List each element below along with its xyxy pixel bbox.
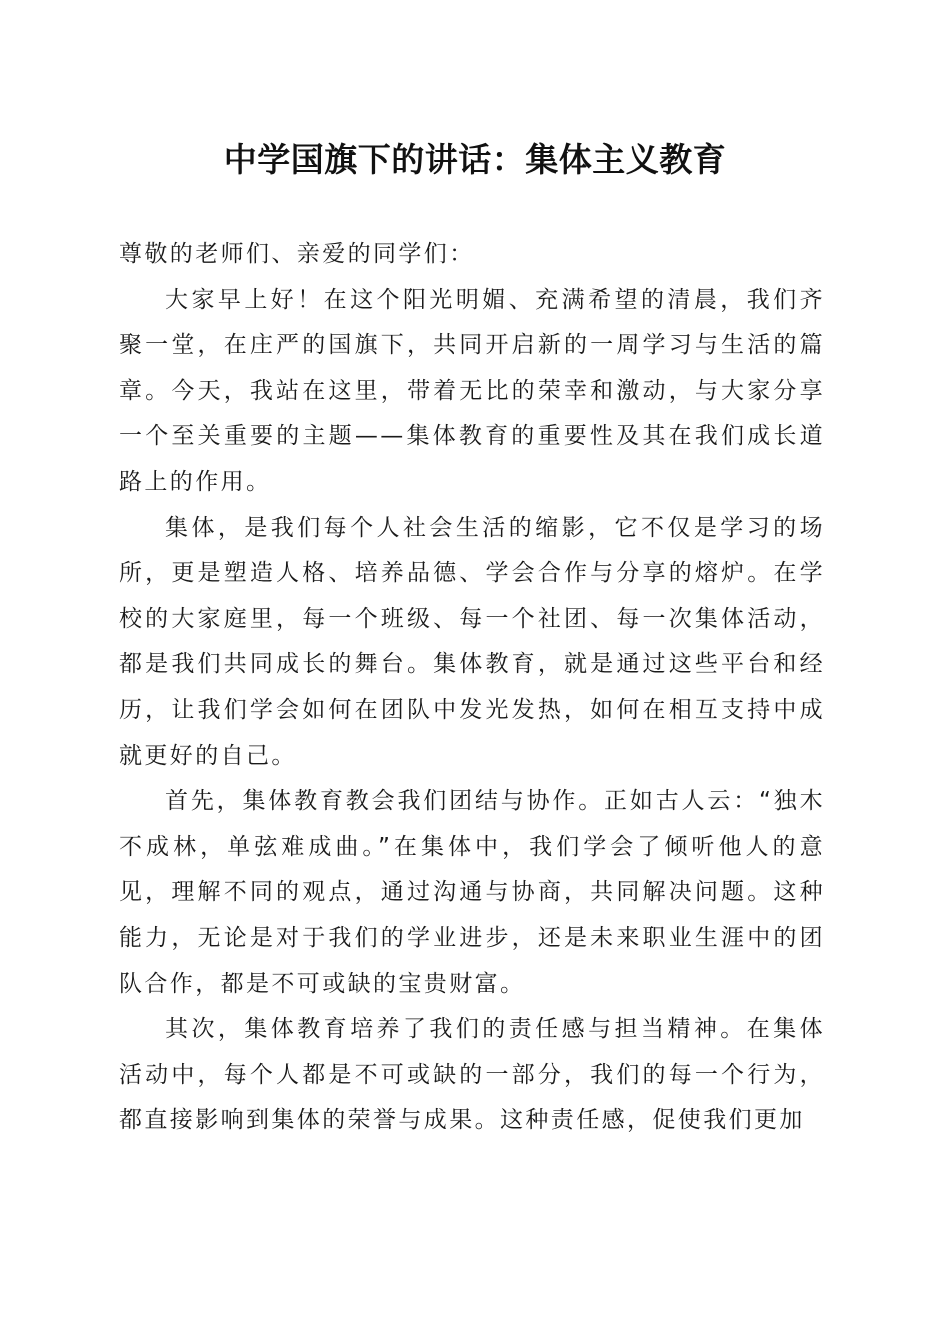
paragraph-1: 大家早上好！在这个阳光明媚、充满希望的清晨，我们齐聚一堂，在庄严的国旗下，共同开启新的一周学习与生活的篇章。今天，我站在这里，带着无比的荣幸和激动，与大家分享一个至关重要的主题——集体教育的重要性及其在我们成长道路上的作用。 [119, 286, 825, 495]
document-body [119, 232, 825, 1144]
salutation: 尊敬的老师们、亲爱的同学们： [119, 241, 475, 267]
paragraph-4: 其次，集体教育培养了我们的责任感与担当精神。在集体活动中，每个人都是不可或缺的一部分，我们的每一个行为，都直接影响到集体的荣誉与成果。这种责任感，促使我们更加 [119, 1016, 825, 1134]
document-title: 中学国旗下的讲话：集体主义教育 [223, 140, 727, 179]
paragraph-2: 集体，是我们每个人社会生活的缩影，它不仅是学习的场所，更是塑造人格、培养品德、学会合作与分享的熔炉。在学校的大家庭里，每一个班级、每一个社团、每一次集体活动，都是我们共同成长的舞台。集体教育，就是通过这些平台和经历，让我们学会如何在团队中发光发热，如何在相互支持中成就更好的自己。 [119, 514, 825, 769]
paragraph-3: 首先，集体教育教会我们团结与协作。正如古人云：“独木不成林，单弦难成曲。”在集体中，我们学会了倾听他人的意见，理解不同的观点，通过沟通与协商，共同解决问题。这种能力，无论是对于我们的学业进步，还是未来职业生涯中的团队合作，都是不可或缺的宝贵财富。 [119, 788, 825, 997]
